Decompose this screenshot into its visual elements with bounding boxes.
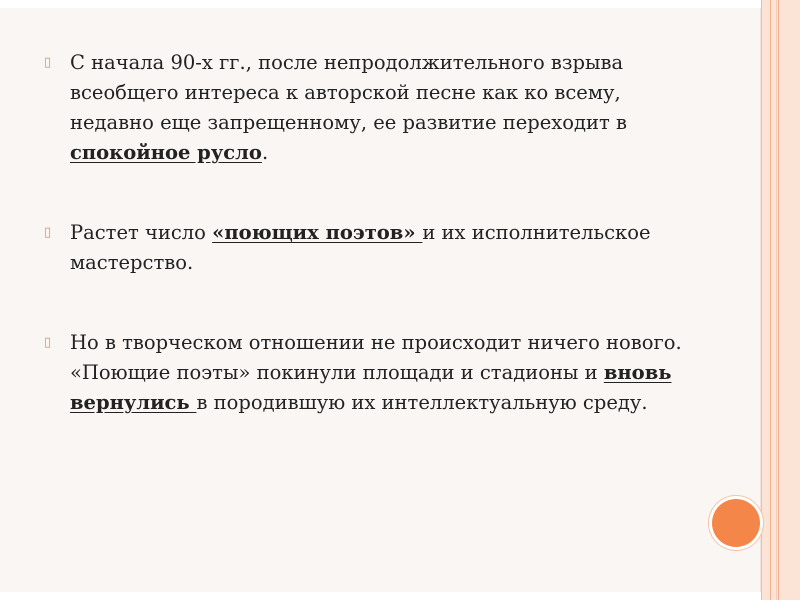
bullet-text: Но в творческом отношении не происходит ничего нового. «Поющие поэты» покинули площади и стадионы и <box>70 331 682 384</box>
bullet-item <box>44 328 684 418</box>
bullet-item <box>44 48 684 168</box>
bullet-text: и их исполнительское мастерство. <box>70 221 651 274</box>
bullet-text: С начала 90-х гг., после непродолжительного взрыва всеобщего интереса к авторской песне как ко всему, недавно еще запрещенному, ее развитие переходит в <box>70 51 627 134</box>
bullet-item <box>44 218 684 278</box>
accent-circle-icon <box>712 499 760 547</box>
bullet-text: . <box>261 141 269 164</box>
bullet-marker-icon: ▯ <box>44 55 52 70</box>
bullet-emphasis: вновь вернулись <box>70 361 672 414</box>
bullet-text: в породившую их интеллектуальную среду. <box>196 391 648 414</box>
bullet-marker-icon: ▯ <box>44 335 52 350</box>
bullet-emphasis: спокойное русло <box>70 141 262 164</box>
bullet-list <box>44 48 684 468</box>
bullet-emphasis: «поющих поэтов» <box>212 221 423 244</box>
bullet-text: Растет число <box>70 221 213 244</box>
band-stripe <box>776 0 777 600</box>
right-decorative-band <box>761 0 800 600</box>
bullet-marker-icon: ▯ <box>44 225 52 240</box>
